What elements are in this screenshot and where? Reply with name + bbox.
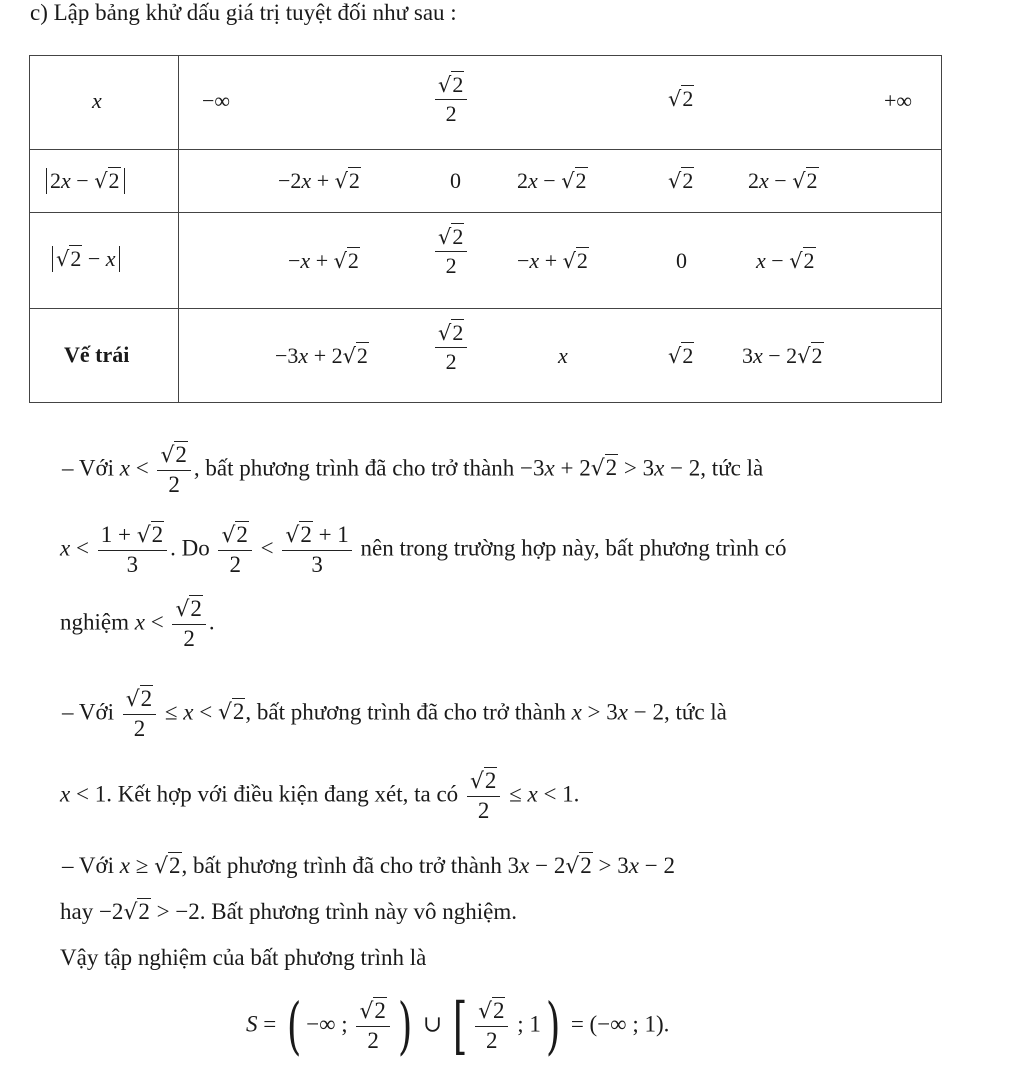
table-cell: √2 [668,168,694,193]
table-header-pos-inf: +∞ [884,88,913,113]
table-cell: x [558,343,568,368]
table-cell: 0 [450,168,461,193]
table-row-label-abs-sqrt2-x: √2 − x [52,246,120,272]
table-cell: −3x + 2√2 [275,343,368,368]
table-cell: $\frac{√2}{2}$ [432,320,470,375]
paragraph-case-1-result: nghiệm x < $\frac{√2}{2}$ . [60,596,215,651]
table-cell: 2x − √2 [748,168,818,193]
table-row-label-abs-2x-sqrt2: 2x − √2 [46,168,125,194]
paragraph-case-1: – Với x < $\frac{√2}{2}$ , bất phương trình đã cho trở thành −3x + 2√2 > 3x − 2, tức là [62,442,764,497]
table-cell: √2 [668,343,694,368]
table-header-sqrt2: √2 [668,86,694,111]
table-cell: $\frac{√2}{2}$ [432,224,470,279]
table-header-sqrt2-over-2: $\frac{√2}{2}$ [432,72,470,127]
paragraph-case-2: – Với $\frac{√2}{2}$ ≤ x < √2, bất phương trình đã cho trở thành x > 3x − 2, tức là [62,686,727,741]
paragraph-case-2-cont: x < 1. Kết hợp với điều kiện đang xét, ta có $\frac{√2}{2}$ ≤ x < 1. [60,768,580,823]
section-heading: c) Lập bảng khử dấu giá trị tuyệt đối như sau : [30,0,457,25]
table-header-neg-inf: −∞ [202,88,231,113]
paragraph-case-3: – Với x ≥ √2, bất phương trình đã cho trở thành 3x − 2√2 > 3x − 2 [62,853,675,879]
paragraph-conclusion: Vậy tập nghiệm của bất phương trình là [60,945,427,970]
solution-set: S = ( −∞ ; $\frac{√2}{2}$ ) ∪ [ $\frac{√2}{2}$ ; 1) = (−∞ ; 1). [246,989,670,1062]
table-cell: −x + √2 [517,248,588,273]
table-row-label-ve-trai: Vế trái [64,342,130,367]
table-cell: 2x − √2 [517,168,587,193]
paragraph-case-3-cont: hay −2√2 > −2. Bất phương trình này vô nghiệm. [60,899,518,925]
table-cell: 0 [676,248,687,273]
table-header-x: x [92,88,102,113]
table-cell: −x + √2 [288,248,359,273]
sign-table [29,55,942,403]
table-cell: x − √2 [756,248,815,273]
paragraph-case-1-cont: x < $\frac{1 + √2}{3}$ . Do $\frac{√2}{2}$ < $\frac{√2 + 1}{3}$ nên trong trường hợp này, bất phương trình có [60,522,787,577]
table-cell: 3x − 2√2 [742,343,823,368]
table-cell: −2x + √2 [278,168,360,193]
